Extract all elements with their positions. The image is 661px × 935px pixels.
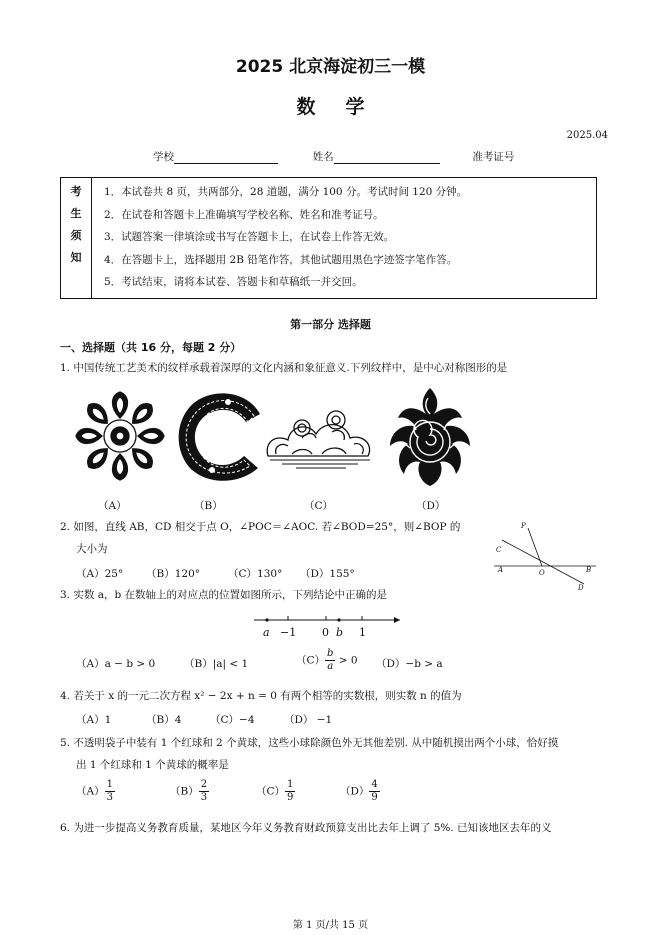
q3-option-c-suffix: > 0: [338, 654, 358, 667]
label-a: A: [498, 566, 504, 574]
info-fields: [153, 149, 514, 164]
axis-label-1: 1: [359, 626, 366, 639]
fraction-numerator: 1: [287, 779, 294, 790]
exam-id-label: 准考证号: [472, 151, 515, 163]
exam-notes-box: [60, 177, 597, 299]
fraction-denominator: 9: [287, 792, 294, 803]
q4-option-d[interactable]: （D） −1: [284, 714, 333, 726]
q3-option-c-prefix: （C）: [296, 654, 326, 667]
q5-option-d[interactable]: [340, 779, 380, 804]
label-p: P: [521, 522, 526, 530]
school-field[interactable]: [174, 151, 278, 164]
q3-option-b[interactable]: [184, 656, 248, 671]
q4-option-c[interactable]: （C）−4: [210, 714, 255, 726]
q4-option-b[interactable]: （B）4: [146, 714, 182, 726]
q5-option-b-fraction: [199, 779, 209, 804]
page-title: 2025 北京海淀初三一模: [235, 57, 426, 77]
question-1-text: 1. 中国传统工艺美术的纹样承载着深厚的文化内涵和象征意义.下列纹样中，是中心对称图形的是: [60, 362, 508, 374]
note-item: 1．本试卷共 8 页，共两部分，28 道题，满分 100 分。考试时间 120 分钟。: [104, 186, 468, 198]
q5-option-c[interactable]: [256, 779, 295, 804]
q5-option-a-fraction: [105, 779, 115, 804]
ray-op: [528, 528, 542, 566]
q3-option-b-body: |a| < 1: [212, 658, 249, 670]
q5-option-c-prefix: （C）: [256, 785, 286, 798]
q5-option-d-fraction: [369, 779, 379, 804]
fraction-denominator: a: [327, 661, 334, 672]
axis-label-b: b: [336, 626, 344, 639]
fraction-denominator: 3: [106, 792, 113, 803]
fraction-numerator: b: [327, 648, 334, 659]
axis-label-0: 0: [322, 626, 329, 639]
q3-option-c[interactable]: [296, 648, 358, 673]
q3-option-d[interactable]: （D）−b > a: [376, 658, 443, 670]
pattern-c-image: [262, 398, 380, 474]
q3-option-c-fraction: [325, 648, 335, 673]
q1-option-b[interactable]: （B）: [194, 500, 223, 512]
axis-label-neg1: −1: [280, 626, 297, 639]
name-field[interactable]: [334, 151, 440, 164]
q1-option-a[interactable]: （A）: [98, 500, 127, 512]
q2-option-c[interactable]: （C）130°: [228, 568, 283, 580]
pattern-d-image: [382, 384, 478, 490]
pattern-b-image: [168, 384, 268, 488]
line-cd: [502, 540, 584, 584]
part-heading: 第一部分 选择题: [290, 318, 371, 331]
q2-option-d[interactable]: （D）155°: [300, 568, 355, 580]
note-item: 4．在答题卡上，选择题用 2B 铅笔作答，其他试题用黑色字迹签字笔作答。: [104, 253, 458, 266]
q2-figure: [488, 518, 602, 592]
q3-option-a[interactable]: （A）a − b > 0: [76, 658, 156, 670]
school-label: 学校: [153, 151, 174, 163]
q5-option-b[interactable]: [170, 779, 209, 804]
label-b: B: [586, 566, 592, 574]
q1-option-d[interactable]: （D）: [416, 500, 446, 512]
q1-option-c[interactable]: （C）: [304, 500, 334, 512]
fraction-denominator: 9: [371, 792, 378, 803]
note-item: 5．考试结束，请将本试卷、答题卡和草稿纸一并交回。: [104, 276, 363, 288]
question-6-text: 6. 为进一步提高义务教育质量，某地区今年义务教育财政预算支出比去年上调了 5%. 已知该地区去年的义: [60, 822, 552, 834]
exam-date: 2025.04: [566, 130, 608, 141]
q2-option-b[interactable]: （B）120°: [146, 568, 201, 580]
pattern-a-image: [70, 384, 170, 488]
page-footer: 第 1 页/共 15 页: [292, 920, 369, 931]
point-a: [265, 618, 268, 621]
q3-option-b-prefix: （B）: [184, 658, 213, 670]
question-3-text: 3. 实数 a，b 在数轴上的对应点的位置如图所示，下列结论中正确的是: [60, 589, 388, 601]
question-2-text-cont: 大小为: [76, 543, 108, 555]
fraction-denominator: 3: [200, 792, 208, 803]
notes-label-char: 知: [70, 251, 82, 264]
q5-option-d-prefix: （D）: [340, 785, 370, 798]
label-d: D: [578, 584, 584, 592]
note-item: 3．试题答案一律填涂或书写在答题卡上，在试卷上作答无效。: [104, 231, 395, 243]
label-c: C: [496, 546, 502, 554]
name-label: 姓名: [312, 151, 334, 163]
question-4-text: 4. 若关于 x 的一元二次方程 x² − 2x + n = 0 有两个相等的实数根，则实数 n 的值为: [60, 690, 462, 702]
question-5-text-cont: 出 1 个红球和 1 个黄球的概率是: [76, 759, 229, 771]
note-item: 2．在试卷和答题卡上准确填写学校名称、姓名和准考证号。: [104, 208, 384, 221]
q2-option-a[interactable]: （A）25°: [76, 568, 124, 580]
fraction-numerator: 4: [371, 779, 378, 790]
point-b: [337, 618, 340, 621]
q5-option-a[interactable]: [76, 779, 115, 804]
subject-title: 数学: [296, 96, 395, 118]
notes-label-char: 生: [70, 207, 82, 220]
notes-items: [92, 178, 597, 299]
q5-option-c-fraction: [285, 779, 295, 804]
question-5-text: 5. 不透明袋子中装有 1 个红球和 2 个黄球，这些小球除颜色外无其他差别. 从中随机摸出两个小球，恰好摸: [60, 737, 559, 749]
q5-option-b-prefix: （B）: [170, 785, 199, 798]
q4-option-a[interactable]: （A）1: [76, 714, 112, 726]
notes-label-char: 考: [70, 185, 82, 198]
question-2-text: 2. 如图，直线 AB，CD 相交于点 O，∠POC＝∠AOC. 若∠BOD=25°，则∠BOP 的: [60, 521, 461, 533]
notes-label: [61, 178, 92, 299]
notes-label-char: 须: [70, 229, 82, 242]
label-o: O: [539, 569, 545, 577]
section-heading: 一、选择题（共 16 分，每题 2 分）: [60, 341, 242, 354]
axis-label-a: a: [263, 626, 270, 639]
fraction-numerator: 2: [200, 779, 208, 790]
fraction-numerator: 1: [106, 779, 113, 790]
q5-option-a-prefix: （A）: [76, 785, 105, 798]
q3-number-line: [250, 610, 406, 640]
